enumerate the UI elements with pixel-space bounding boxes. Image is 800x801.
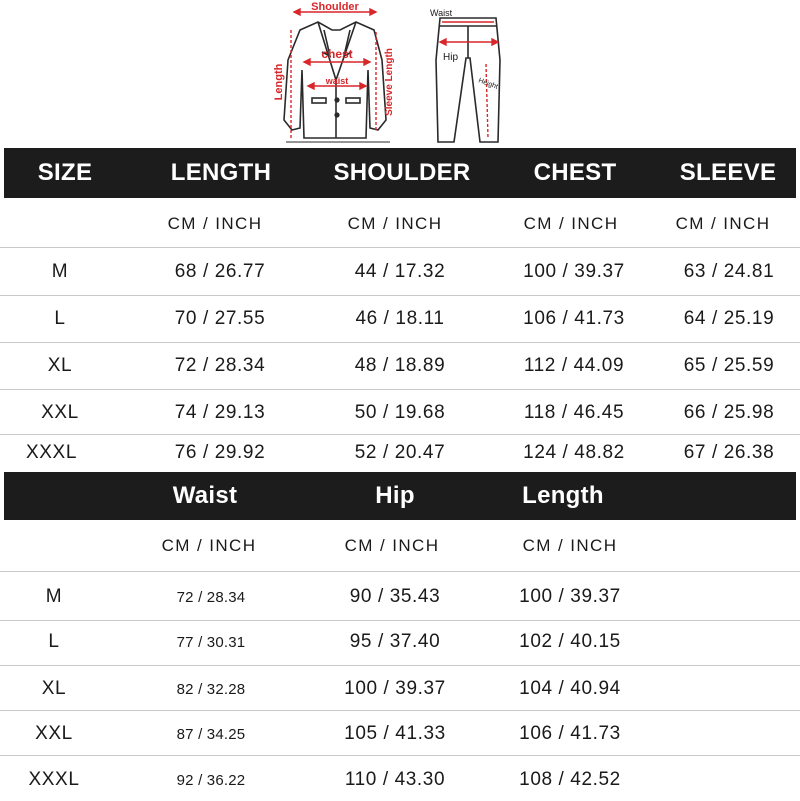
chest-cell: 100 / 39.37 — [523, 261, 625, 282]
length-cell: 100 / 39.37 — [519, 586, 621, 607]
sleeve-cell: 65 / 25.59 — [683, 355, 775, 376]
length-label: Length — [273, 63, 285, 101]
size-cell: L — [48, 631, 60, 652]
header-waist: Waist — [172, 482, 238, 509]
table-row — [0, 713, 800, 755]
jacket-diagram — [0, 0, 800, 148]
waist-label: waist — [325, 76, 349, 86]
waist-cell: 72 / 28.34 — [176, 588, 246, 606]
size-cell: XXL — [41, 402, 79, 423]
divider — [0, 710, 800, 711]
size-illustration — [0, 0, 800, 148]
header-chest: CHEST — [533, 159, 617, 186]
length-cell: 102 / 40.15 — [519, 631, 621, 652]
waist-cell: 77 / 30.31 — [176, 633, 246, 651]
chest-cell: 106 / 41.73 — [523, 308, 625, 329]
divider — [0, 571, 800, 572]
table-row — [0, 391, 800, 435]
length-cell: 74 / 29.13 — [174, 402, 266, 423]
hip-cell: 110 / 43.30 — [344, 769, 446, 790]
length-cell: 104 / 40.94 — [519, 678, 621, 699]
unit-chest: CM / INCH — [523, 214, 619, 233]
chest-cell: 112 / 44.09 — [523, 355, 625, 376]
waist-cell: 82 / 32.28 — [176, 680, 246, 698]
shoulder-cell: 52 / 20.47 — [354, 442, 446, 463]
pants-height-label: Height — [477, 77, 499, 91]
length-cell: 68 / 26.77 — [174, 261, 266, 282]
header-length: LENGTH — [170, 159, 272, 186]
unit-waist: CM / INCH — [161, 536, 257, 555]
divider — [0, 342, 800, 343]
shoulder-cell: 44 / 17.32 — [354, 261, 446, 282]
chest-cell: 124 / 48.82 — [523, 442, 625, 463]
length-cell: 106 / 41.73 — [519, 723, 621, 744]
hip-cell: 100 / 39.37 — [344, 678, 446, 699]
pants-outline — [436, 18, 500, 142]
hip-cell: 105 / 41.33 — [344, 723, 446, 744]
hip-cell: 95 / 37.40 — [349, 631, 441, 652]
waist-cell: 87 / 34.25 — [176, 725, 246, 743]
sleeve-cell: 67 / 26.38 — [683, 442, 775, 463]
jacket-header-bar — [4, 148, 796, 198]
divider — [0, 295, 800, 296]
size-cell: M — [45, 586, 63, 607]
sleeve-cell: 66 / 25.98 — [683, 402, 775, 423]
shoulder-label: Shoulder — [311, 1, 359, 13]
sleeve-cell: 63 / 24.81 — [683, 261, 775, 282]
divider — [0, 389, 800, 390]
length-cell: 76 / 29.92 — [174, 442, 266, 463]
sleeve-length-label: Sleeve Length — [384, 48, 395, 116]
divider — [0, 755, 800, 756]
pants-unit-row — [0, 524, 800, 568]
header-sleeve: SLEEVE — [679, 159, 777, 186]
size-cell: XXXL — [28, 769, 80, 790]
size-cell: XL — [47, 355, 73, 376]
table-row — [0, 621, 800, 663]
pants-hip-label: Hip — [443, 52, 459, 63]
divider — [0, 665, 800, 666]
size-cell: XXXL — [26, 442, 77, 463]
header-size: SIZE — [37, 159, 93, 186]
table-row — [0, 344, 800, 388]
unit-pants-length: CM / INCH — [522, 536, 618, 555]
header-pants-length: Length — [522, 482, 604, 509]
size-cell: L — [54, 308, 66, 329]
shoulder-cell: 46 / 18.11 — [355, 308, 445, 329]
header-hip: Hip — [375, 482, 415, 509]
length-cell: 72 / 28.34 — [174, 355, 266, 376]
waist-cell: 92 / 36.22 — [176, 771, 246, 789]
hip-cell: 90 / 35.43 — [349, 586, 441, 607]
jacket-unit-row — [0, 202, 800, 246]
chest-label: chest — [321, 47, 353, 61]
unit-length: CM / INCH — [167, 214, 263, 233]
size-cell: XL — [41, 678, 67, 699]
pants-waist-label: Waist — [430, 8, 453, 18]
divider — [0, 247, 800, 248]
pants-header-bar — [4, 472, 796, 520]
size-cell: M — [51, 261, 69, 282]
length-cell: 108 / 42.52 — [519, 769, 621, 790]
table-row — [0, 297, 800, 341]
table-row — [0, 250, 800, 294]
sleeve-cell: 64 / 25.19 — [683, 308, 775, 329]
table-row — [0, 759, 800, 801]
unit-sleeve: CM / INCH — [675, 214, 771, 233]
table-row — [0, 433, 800, 473]
length-cell: 70 / 27.55 — [174, 308, 266, 329]
unit-shoulder: CM / INCH — [347, 214, 443, 233]
table-row — [0, 576, 800, 618]
table-row — [0, 668, 800, 710]
size-cell: XXL — [35, 723, 73, 744]
shoulder-cell: 48 / 18.89 — [354, 355, 446, 376]
shoulder-cell: 50 / 19.68 — [354, 402, 446, 423]
unit-hip: CM / INCH — [344, 536, 440, 555]
header-shoulder: SHOULDER — [333, 159, 471, 186]
chest-cell: 118 / 46.45 — [523, 402, 625, 423]
